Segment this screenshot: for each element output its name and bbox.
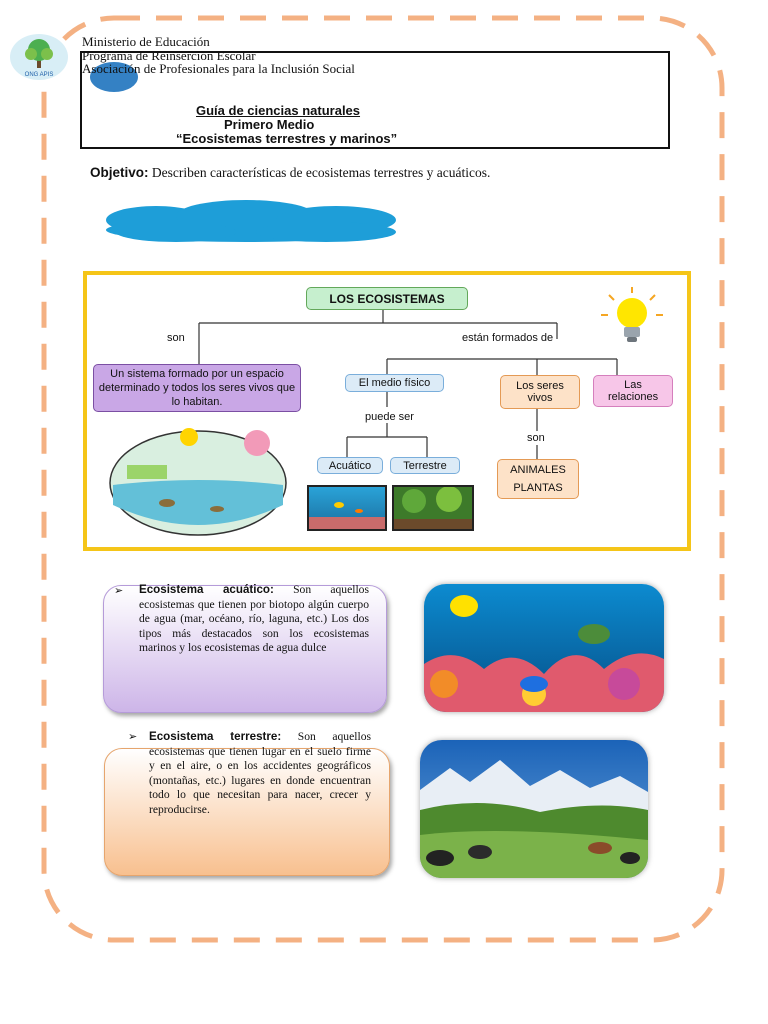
objective — [90, 165, 490, 181]
aquatic-photo — [424, 584, 664, 712]
terrestrial-photo — [420, 740, 648, 878]
node-animales-plantas — [497, 459, 579, 499]
topic-title: “Ecosistemas terrestres y marinos” — [176, 131, 398, 146]
node-acuatico: Acuático — [317, 457, 383, 474]
node-definition: Un sistema formado por un espacio determinado y todos los seres vivos que lo habitan. — [93, 364, 301, 412]
cloud-shape — [96, 198, 402, 246]
terrestrial-description: Son aquellos ecosistemas que tienen lugar en el suelo firme y en el aire, o en los accidentes geográficos (montañas, etc.) lugares en donde encuentran todo lo que necesitan para nacer, crecer y reproducirse. — [149, 730, 372, 816]
aquatic-title: Ecosistema acuático: — [139, 583, 274, 596]
animales-label: ANIMALES — [510, 464, 566, 476]
arrow-bullet-icon: ➢ — [114, 585, 124, 597]
terrestrial-title: Ecosistema terrestre: — [149, 730, 282, 743]
aquatic-text — [139, 583, 369, 656]
node-relaciones: Las relaciones — [593, 375, 673, 407]
node-medio-fisico: El medio físico — [345, 374, 444, 392]
link-formados: están formados de — [462, 332, 554, 344]
node-terrestre: Terrestre — [390, 457, 460, 474]
guide-title: Guía de ciencias naturales — [196, 103, 361, 118]
ministry-line: Ministerio de Educación — [82, 34, 210, 49]
svg-text:ONG APIS: ONG APIS — [24, 72, 54, 78]
lightbulb-icon — [597, 285, 667, 347]
grade-label: Primero Medio — [224, 117, 315, 132]
link-puede-ser: puede ser — [365, 411, 414, 423]
plantas-label: PLANTAS — [513, 482, 563, 494]
node-ecosystems: LOS ECOSISTEMAS — [306, 287, 468, 310]
aquatic-thumbnail — [307, 485, 387, 531]
terrestrial-text — [149, 730, 371, 817]
arrow-bullet-icon: ➢ — [128, 731, 138, 743]
program-line: Programa de Reinserción Escolar — [82, 47, 256, 63]
ong-logo — [10, 34, 68, 80]
association-line: Asociación de Profesionales para la Inclusión Social — [82, 61, 355, 76]
aquatic-description: Son aquellos ecosistemas que tienen por biotopo algún cuerpo de agua (mar, océano, río, laguna, etc.) Los dos tipos más destacados son los ecosistemas marinos y los ecosistemas de agua dulce — [139, 583, 369, 654]
objective-text: Describen características de ecosistemas terrestres y acuáticos. — [151, 165, 491, 180]
concept-map — [83, 271, 691, 551]
ecosystem-illustration — [107, 425, 289, 537]
link-son2: son — [527, 432, 545, 444]
terrestrial-thumbnail — [392, 485, 474, 531]
node-seres-vivos: Los seres vivos — [500, 375, 580, 409]
link-son: son — [167, 332, 185, 344]
objective-label: Objetivo: — [90, 165, 149, 180]
